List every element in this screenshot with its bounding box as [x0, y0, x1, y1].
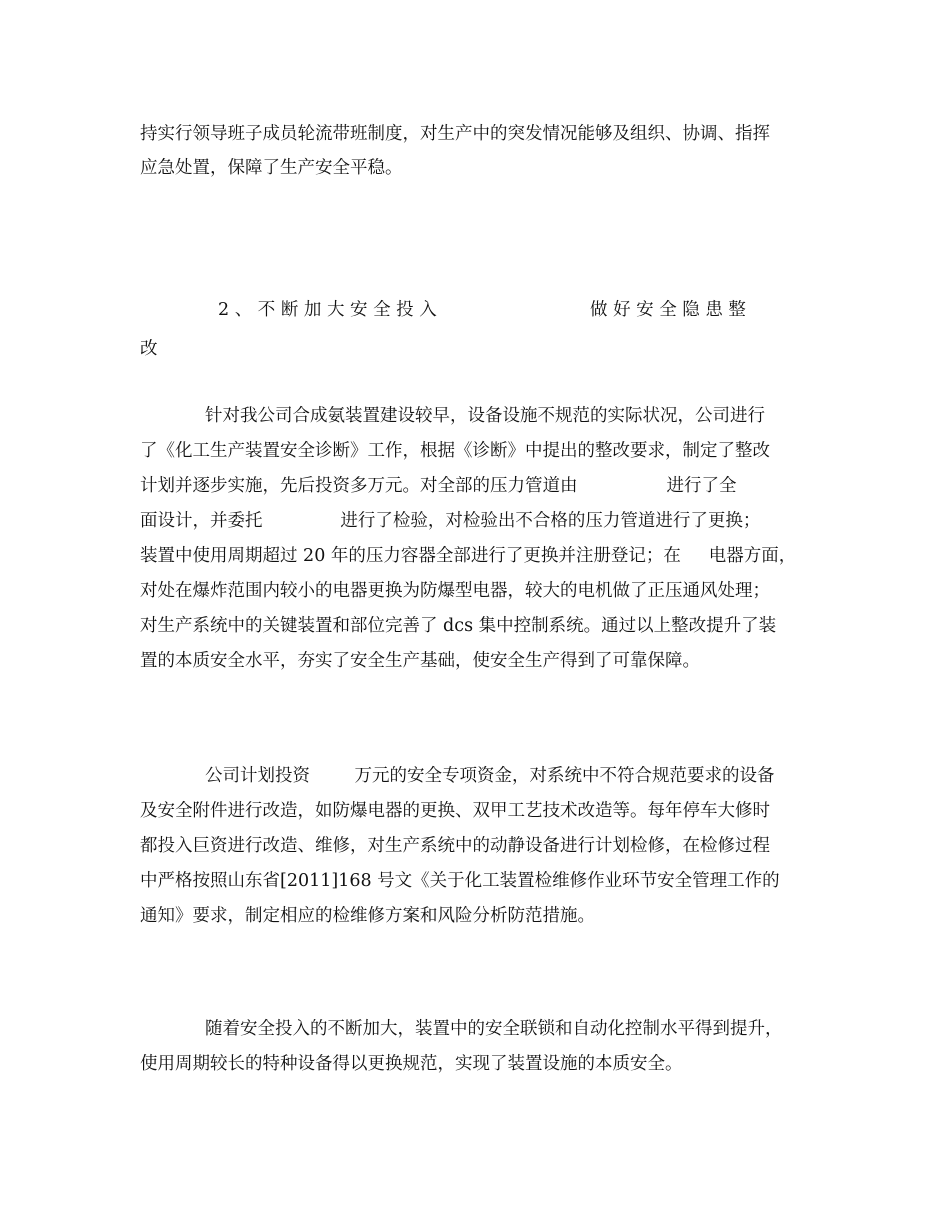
text-line: 中严格按照山东省[2011]168 号文《关于化工装置检维修作业环节安全管理工作的 — [140, 871, 780, 891]
text-line: 对生产系统中的关键装置和部位完善了 dcs 集中控制系统。通过以上整改提升了装 — [140, 616, 777, 636]
text-line: 面设计，并委托 进行了检验，对检验出不合格的压力管道进行了更换； — [140, 511, 761, 531]
text-line: 装置中使用周期超过 20 年的压力容器全部进行了更换并注册登记；在 电器方面， — [140, 546, 797, 566]
text-line: 了《化工生产装置安全诊断》工作，根据《诊断》中提出的整改要求，制定了整改 — [140, 441, 770, 461]
text-line: 对处在爆炸范围内较小的电器更换为防爆型电器，较大的电机做了正压通风处理； — [140, 581, 770, 601]
section-heading — [140, 298, 810, 322]
text-line: 应急处置，保障了生产安全平稳。 — [140, 158, 403, 178]
text-line: 通知》要求，制定相应的检维修方案和风险分析防范措施。 — [140, 906, 595, 926]
text-line: 公司计划投资 万元的安全专项资金，对系统中不符合规范要求的设备 — [205, 766, 775, 786]
text-line: 针对我公司合成氨装置建设较早，设备设施不规范的实际状况，公司进行 — [205, 406, 765, 426]
heading-part: 2 、 不 断 加 大 安 全 投 入 — [218, 300, 437, 320]
text-line: 随着安全投入的不断加大，装置中的安全联锁和自动化控制水平得到提升， — [205, 1019, 783, 1039]
text-line: 使用周期较长的特种设备得以更换规范，实现了装置设施的本质安全。 — [140, 1054, 683, 1074]
text-line: 计划并逐步实施，先后投资多万元。对全部的压力管道由 进行了全 — [140, 476, 737, 496]
text-line: 置的本质安全水平，夯实了安全生产基础，使安全生产得到了可靠保障。 — [140, 651, 700, 671]
text-line: 及安全附件进行改造，如防爆电器的更换、双甲工艺技术改造等。每年停车大修时 — [140, 801, 770, 821]
text-line: 都投入巨资进行改造、维修，对生产系统中的动静设备进行计划检修，在检修过程 — [140, 836, 770, 856]
text-line: 持实行领导班子成员轮流带班制度，对生产中的突发情况能够及组织、协调、指挥 — [140, 124, 770, 144]
heading-tail: 改 — [140, 339, 158, 359]
heading-part: 做 好 安 全 隐 患 整 — [590, 300, 746, 320]
